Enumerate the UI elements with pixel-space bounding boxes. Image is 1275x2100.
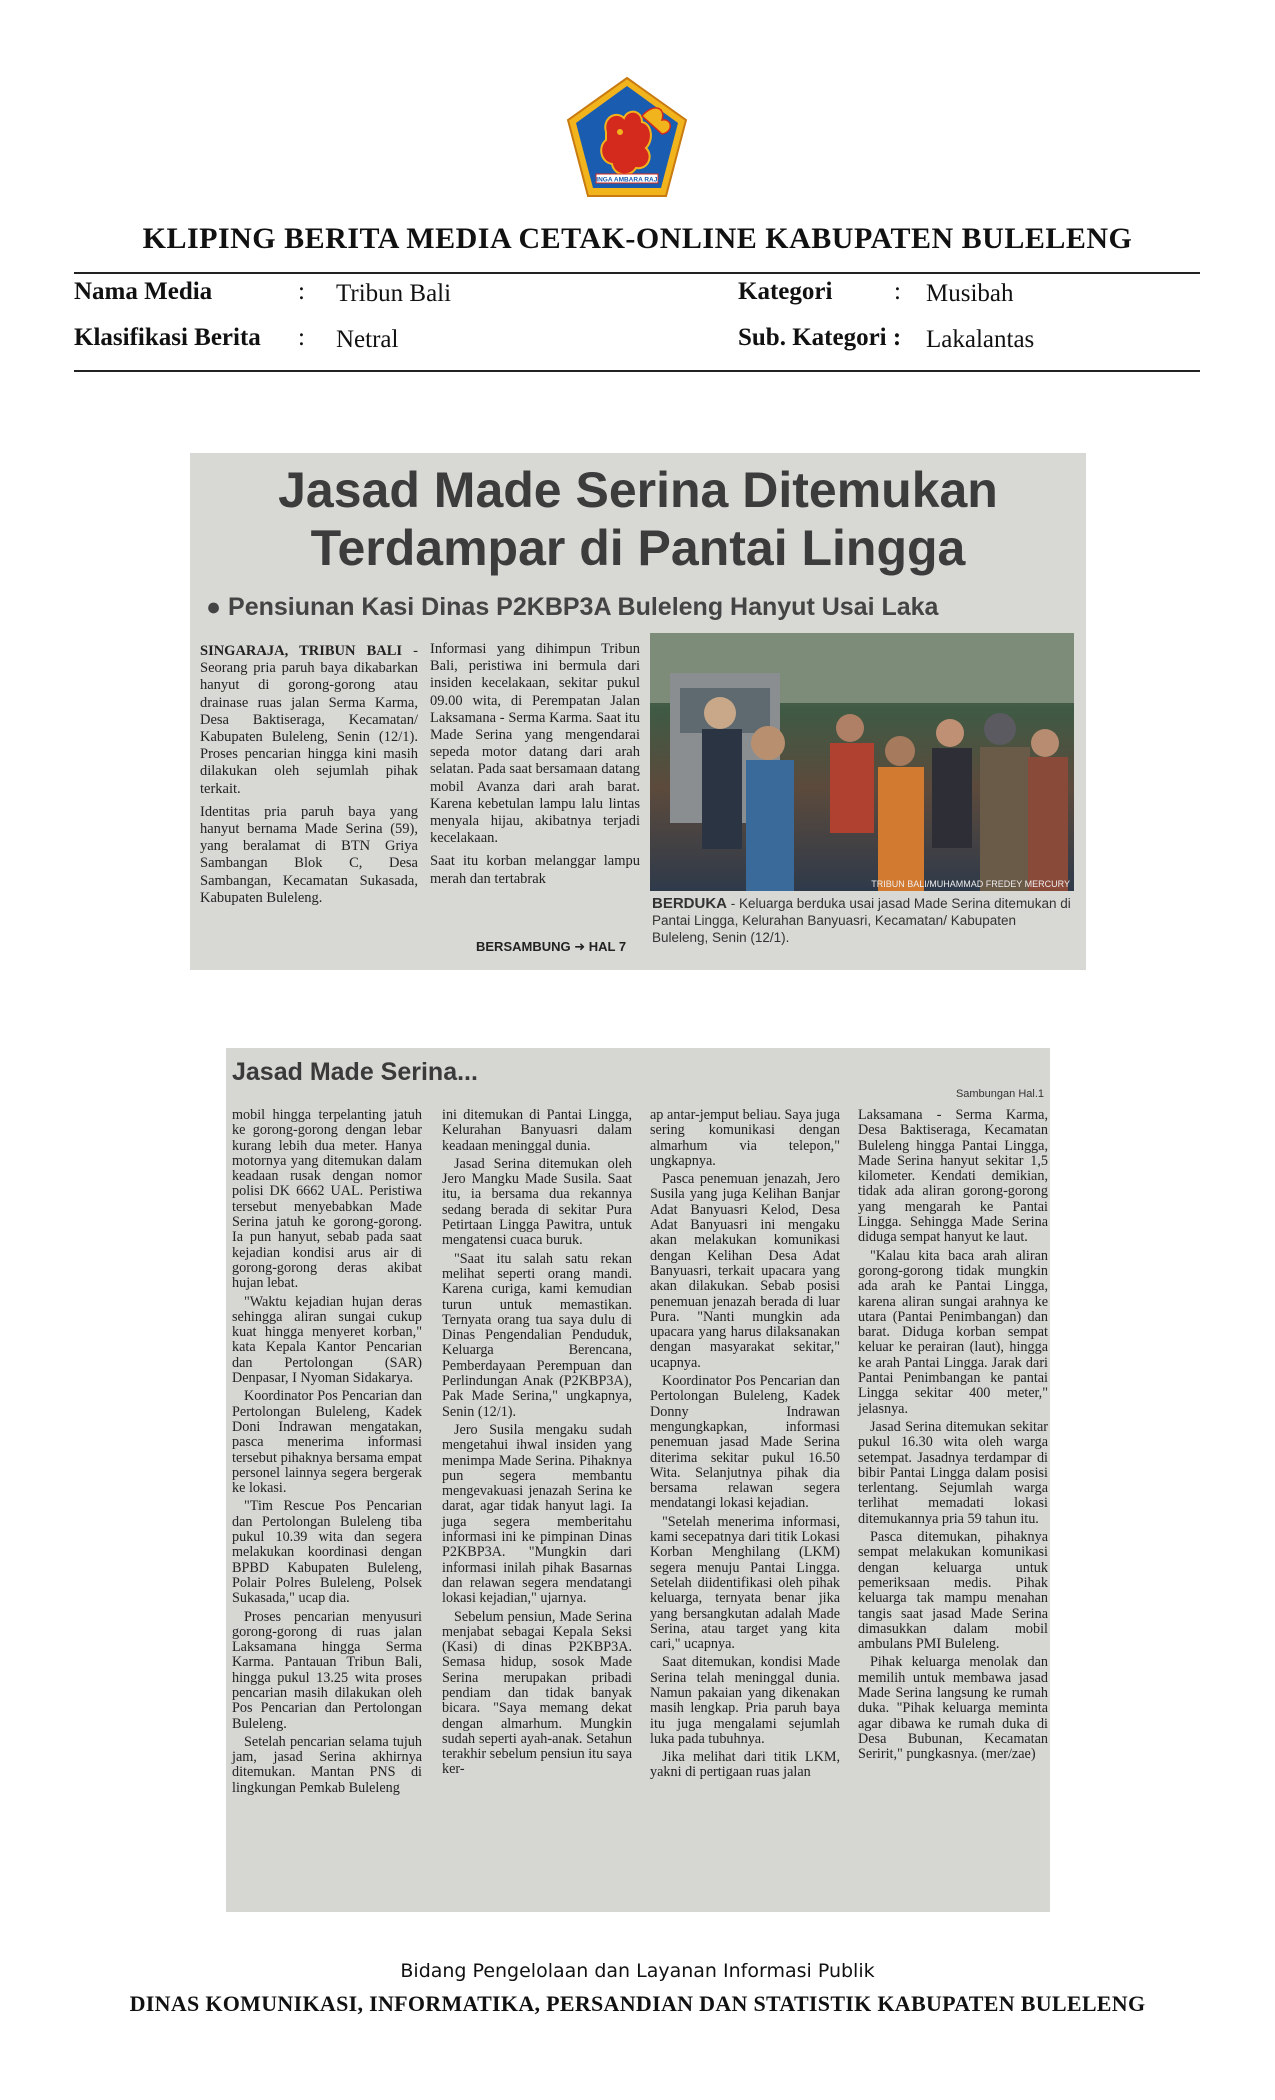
body-paragraph: Laksamana - Serma Karma, Desa Baktiseraga, Kecamatan Buleleng hingga Pantai Lingga, Made Serina hanyut sekitar 1,5 kilometer. Kendati demikian, tidak ada aliran gorong-gorong yang mengarah ke Pantai Lingga. Sehingga Made Serina diduga sempat hanyut ke laut. — [858, 1107, 1048, 1246]
body-paragraph: Pasca ditemukan, pihaknya sempat melakukan komunikasi dengan keluarga untuk pemeriksaan medis. Pihak keluarga tak mampu menahan tangis saat jasad Made Serina dimasukkan dalam mobil ambulans PMI Buleleng. — [858, 1529, 1048, 1653]
news-photo — [650, 633, 1074, 891]
body-paragraph: "Kalau kita baca arah aliran gorong-gorong tidak mungkin ada arah ke Pantai Lingga, karena aliran sungai arahnya ke utara (Pantai Penimbangan) dan barat. Diduga korban sempat keluar ke perairan (laut), hingga ke arah Pantai Lingga. Jarak dari Pantai Penimbangan ke pantai Lingga sekitar 400 meter," jelasnya. — [858, 1247, 1048, 1417]
media-value: Tribun Bali — [336, 280, 452, 307]
kategori-label: Kategori — [738, 278, 833, 305]
media-colon: : — [298, 278, 305, 305]
klasifikasi-label: Klasifikasi Berita — [74, 324, 261, 351]
news-clipping-continuation — [226, 1048, 1050, 1912]
body-paragraph: Pasca penemuan jenazah, Jero Susila yang juga Kelihan Banjar Adat Banyuasri Kelod, Desa Adat Banyuasri ini mengaku akan melakukan komunikasi dengan Kelihan Desa Adat Banyuasri, terkait upacara yang akan dilakukan. Sebab posisi penemuan jenazah berada di luar Pura. "Nanti mungkin ada upacara yang harus dilaksanakan dengan masyarakat sekitar," ucapnya. — [650, 1171, 840, 1371]
kategori-value: Musibah — [926, 280, 1014, 307]
document-title: KLIPING BERITA MEDIA CETAK-ONLINE KABUPATEN BULELENG — [142, 222, 1133, 255]
logo-motto: SINGA AMBARA RAJA — [591, 176, 663, 184]
dateline: SINGARAJA, TRIBUN BALI — [200, 643, 403, 659]
meta-row-media — [74, 276, 1200, 316]
body-paragraph: Koordinator Pos Pencarian dan Pertolongan Buleleng, Kadek Donny Indrawan mengungkapkan, informasi penemuan jasad Made Serina diterima sekitar pukul 16.50 Wita. Selanjutnya pihak dia bersama relawan segera mendatangi lokasi kejadian. — [650, 1373, 840, 1512]
footer-division: Bidang Pengelolaan dan Layanan Informasi Publik — [400, 1960, 875, 1982]
body-paragraph: Jasad Serina ditemukan oleh Jero Mangku Made Susila. Saat itu, ia bersama dua rekannya sedang berada di sekitar Pura Petirtaan Lingga Pawitra, untuk mengatensi cuaca buruk. — [442, 1155, 632, 1249]
body-paragraph: mobil hingga terpelanting jatuh ke gorong-gorong dengan lebar kurang lebih dua meter. Hanya motornya yang ditemukan dalam keadaan rusak dengan nomor polisi DK 6662 UAL. Peristiwa tersebut menyebabkan Made Serina jatuh ke gorong-gorong. Ia pun hanyut, sebab pada saat kejadian kondisi arus air di gorong-gorong deras akibat hujan lebat. — [232, 1107, 422, 1292]
continued-notice: BERSAMBUNG ➜ HAL 7 — [476, 939, 627, 954]
photo-caption — [652, 895, 1072, 946]
body-paragraph: Pihak keluarga menolak dan memilih untuk membawa jasad Made Serina langsung ke rumah duka. "Pihak keluarga meminta agar dibawa ke rumah duka di Desa Bubunan, Kecamatan Seririt," pungkasnya. (mer/zae) — [858, 1654, 1048, 1763]
clipping-subheadline: ● Pensiunan Kasi Dinas P2KBP3A Buleleng Hanyut Usai Laka — [206, 593, 939, 621]
continuation-column-2 — [442, 1108, 632, 1781]
front-paragraph: - Seorang pria paruh baya dikabarkan hanyut di gorong-gorong atau drainase ruas jalan Serma Karma, Desa Baktiseraga, Kecamatan/ Kabupaten Buleleng, Senin (12/1). Proses pencarian hingga kini masih dilakukan oleh sejumlah pihak terkait. — [200, 643, 418, 797]
news-clipping-front-page — [190, 453, 1086, 970]
header-bottom-rule — [74, 370, 1200, 372]
body-paragraph: Jero Susila mengaku sudah mengetahui ihwal insiden yang menimpa Made Serina. Pihaknya pun segera membantu mengevakuasi jenazah Serina ke darat, agar tidak hanyut lagi. Ia juga segera memberitahu informasi ini ke pimpinan Dinas P2KBP3A. "Mungkin dari informasi inilah pihak Basarnas dan relawan segera mendatangi lokasi kejadian," ujarnya. — [442, 1421, 632, 1607]
buleleng-emblem-logo — [562, 74, 692, 200]
body-paragraph: "Saat itu salah satu rekan melihat seperti orang mandi. Karena curiga, kami kemudian turun untuk memastikan. Ternyata orang tua saya dulu di Dinas Pengendalian Penduduk, Keluarga Berencana, Pemberdayaan Perempuan dan Perlindungan Anak (P2KBP3A), Pak Made Serina," ungkapnya, Senin (12/1). — [442, 1250, 632, 1420]
klasifikasi-colon: : — [298, 324, 305, 351]
caption-text: - Keluarga berduka usai jasad Made Serina ditemukan di Pantai Lingga, Kelurahan Banyuasri, Kecamatan/ Kabupaten Buleleng, Senin (12/1). — [652, 896, 1071, 945]
body-paragraph: Setelah pencarian selama tujuh jam, jasad Serina akhirnya ditemukan. Mantan PNS di lingkungan Pemkab Buleleng — [232, 1733, 422, 1796]
body-paragraph: Jika melihat dari titik LKM, yakni di pertigaan ruas jalan — [650, 1749, 840, 1781]
footer-agency: DINAS KOMUNIKASI, INFORMATIKA, PERSANDIAN DAN STATISTIK KABUPATEN BULELENG — [129, 1991, 1146, 2016]
continuation-column-3 — [650, 1108, 840, 1784]
body-paragraph: "Tim Rescue Pos Pencarian dan Pertolongan Buleleng tiba pukul 10.39 wita dan segera melakukan koordinasi dengan BPBD Kabupaten Buleleng, Polair Polres Buleleng, Polsek Sukasada," ucap dia. — [232, 1498, 422, 1607]
body-paragraph: Jasad Serina ditemukan sekitar pukul 16.30 wita oleh warga setempat. Jasadnya terdampar di bibir Pantai Lingga dalam posisi terlentang. Sejumlah warga terlihat memadati lokasi ditemukannya pria 59 tahun itu. — [858, 1418, 1048, 1527]
body-paragraph: Saat ditemukan, kondisi Made Serina telah meninggal dunia. Namun pakaian yang dikenakan masih lengkap. Pria paruh baya itu juga mengalami sejumlah luka pada tubuhnya. — [650, 1654, 840, 1747]
subkategori-label: Sub. Kategori : — [738, 324, 902, 351]
front-column-2 — [430, 641, 640, 894]
photo-illustration — [650, 633, 1074, 891]
header-top-rule — [74, 272, 1200, 274]
body-paragraph: Koordinator Pos Pencarian dan Pertolongan Buleleng, Kadek Doni Indrawan mengatakan, pasca menerima informasi tersebut pihaknya bersama empat personel lainnya segera bergerak ke lokasi. — [232, 1388, 422, 1497]
front-paragraph: Informasi yang dihimpun Tribun Bali, peristiwa ini bermula dari insiden kecelakaan, sekitar pukul 09.00 wita, di Perempatan Jalan Laksamana - Serma Karma. Saat itu Made Serina yang mengendarai sepeda motor datang dari arah selatan. Pada saat bersamaan datang mobil Avanza dari arah barat. Karena kebetulan lampu lalu lintas menyala hijau, akibatnya terjadi kecelakaan. — [430, 641, 640, 847]
body-paragraph: ap antar-jemput beliau. Saya juga sering komunikasi dengan almarhum via telepon," ungkapnya. — [650, 1107, 840, 1169]
continuation-column-1 — [232, 1108, 422, 1799]
kategori-colon: : — [894, 278, 901, 305]
front-paragraph: Identitas pria paruh baya yang hanyut bernama Made Serina (59), yang beralamat di BTN Griya Sambangan Blok C, Desa Sambangan, Kecamatan Sukasada, Kabupaten Buleleng. — [200, 803, 418, 906]
meta-row-klasifikasi — [74, 322, 1200, 362]
front-column-1 — [200, 643, 418, 913]
continuation-column-4 — [858, 1108, 1048, 1765]
front-paragraph: Saat itu korban melanggar lampu merah dan tertabrak — [430, 853, 640, 887]
subkategori-value: Lakalantas — [926, 326, 1035, 353]
headline-line-1: Jasad Made Serina Ditemukan — [278, 462, 998, 518]
continuation-headline: Jasad Made Serina... — [232, 1058, 478, 1086]
continuation-from-page: Sambungan Hal.1 — [955, 1088, 1044, 1100]
caption-label: BERDUKA — [652, 895, 727, 912]
body-paragraph: Sebelum pensiun, Made Serina menjabat sebagai Kepala Seksi (Kasi) di dinas P2KBP3A. Semasa hidup, sosok Made Serina merupakan pribadi pendiam dan tidak banyak bicara. "Saya memang dekat dengan almarhum. Mungkin sudah seperti ayah-anak. Setahun terakhir sebelum pensiun itu saya ker- — [442, 1608, 632, 1778]
media-label: Nama Media — [74, 278, 213, 305]
body-paragraph: "Waktu kejadian hujan deras sehingga aliran sungai cukup kuat hingga menyeret korban," kata Kepala Kantor Pencarian dan Pertolongan (SAR) Denpasar, I Nyoman Sidakarya. — [232, 1293, 422, 1387]
photo-credit: TRIBUN BALI/MUHAMMAD FREDEY MERCURY — [871, 879, 1070, 889]
body-paragraph: ini ditemukan di Pantai Lingga, Kelurahan Banyuasri dalam keadaan meninggal dunia. — [442, 1107, 632, 1154]
clipping-headline — [190, 461, 1086, 577]
klasifikasi-value: Netral — [336, 326, 399, 353]
headline-line-2: Terdampar di Pantai Lingga — [310, 520, 966, 576]
body-paragraph: "Setelah menerima informasi, kami secepatnya dari titik Lokasi Korban Menghilang (LKM) segera menuju Pantai Lingga. Setelah diidentifikasi oleh pihak keluarga, ternyata benar jika yang bersangkutan adalah Made Serina, atau target yang kita cari," ucapnya. — [650, 1513, 840, 1653]
body-paragraph: Proses pencarian menyusuri gorong-gorong di ruas jalan Laksamana hingga Serma Karma. Pantauan Tribun Bali, hingga pukul 13.25 wita proses pencarian masih dilakukan oleh Pos Pencarian dan Pertolongan Buleleng. — [232, 1608, 422, 1732]
